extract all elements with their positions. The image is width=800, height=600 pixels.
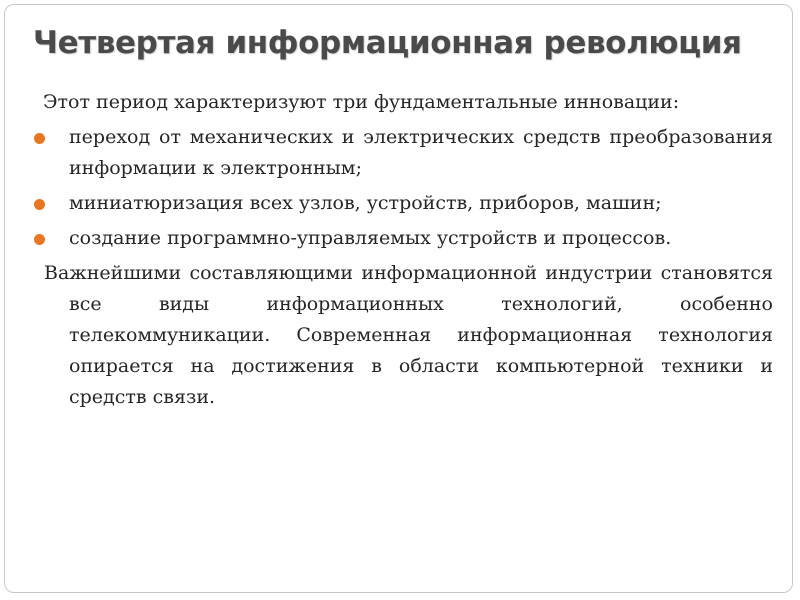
list-item	[33, 188, 773, 219]
orange-circle-bullet-icon	[34, 199, 45, 210]
slide-body	[33, 87, 773, 413]
orange-circle-bullet-icon	[34, 133, 45, 144]
list-item	[33, 223, 773, 254]
list-item-text: миниатюризация всех узлов, устройств, приборов, машин;	[69, 192, 662, 214]
list-item-text: переход от механических и электрических средств преобразования информации к электронным;	[69, 126, 773, 179]
slide-title: Четвертая информационная революция	[33, 25, 742, 61]
intro-text: Этот период характеризуют три фундаментальные инновации:	[43, 91, 680, 113]
body-paragraph: Важнейшими составляющими информационной индустрии становятся все виды информационных технологий, особенно телекоммуникации. Современная информационная технология опирается на достижения в области компьютерной техники и средств связи.	[44, 262, 773, 408]
list-item-text: создание программно-управляемых устройств и процессов.	[69, 227, 672, 249]
slide-frame	[4, 4, 793, 593]
orange-circle-bullet-icon	[34, 234, 45, 245]
innovations-list	[33, 122, 773, 254]
list-item	[33, 122, 773, 184]
